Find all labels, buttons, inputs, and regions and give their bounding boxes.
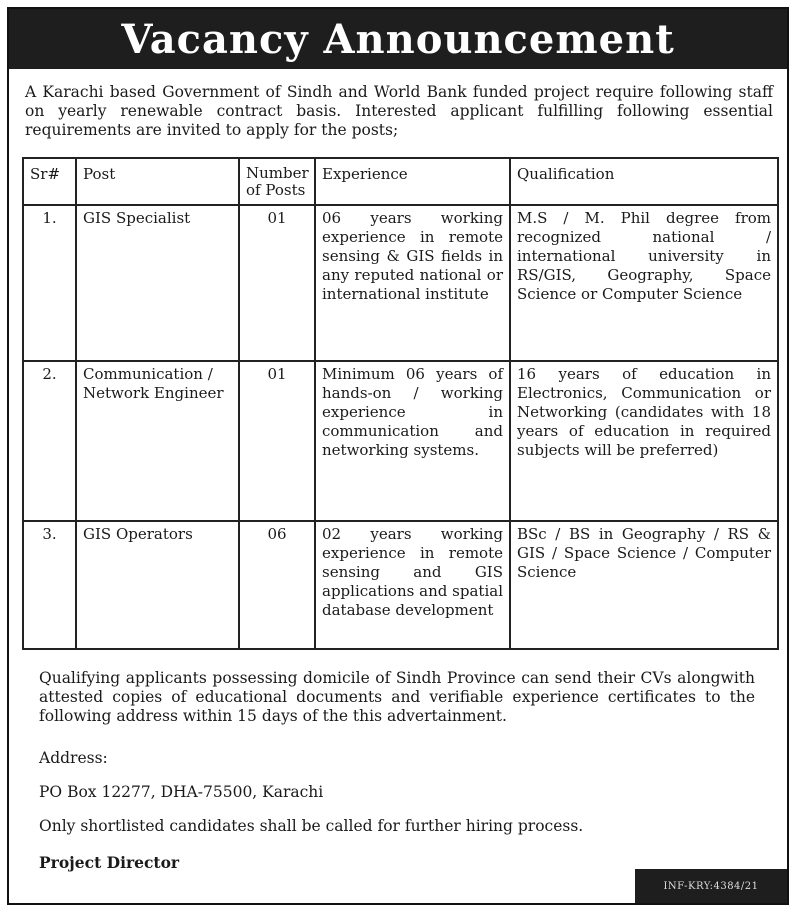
cell-post: GIS Specialist: [76, 205, 239, 361]
table-row: [23, 361, 778, 521]
address-label: Address:: [39, 749, 108, 767]
vacancy-table: [22, 157, 779, 650]
cell-post: GIS Operators: [76, 521, 239, 649]
intro-paragraph: A Karachi based Government of Sindh and World Bank funded project require following staff on yearly renewable contract basis. Interested applicant fulfilling following essential requirements are invited to apply for the posts;: [25, 83, 773, 139]
table-header-row: [23, 158, 778, 205]
cell-number: 06: [239, 521, 315, 649]
cell-experience: Minimum 06 years of hands-on / working experience in communication and networking systems.: [315, 361, 510, 521]
cell-sr: 1.: [23, 205, 76, 361]
cell-sr: 2.: [23, 361, 76, 521]
cell-qualification: 16 years of education in Electronics, Communication or Networking (candidates with 18 years of education in required subjects will be preferred): [510, 361, 778, 521]
page-title: Vacancy Announcement: [9, 9, 787, 69]
header-experience: Experience: [315, 158, 510, 205]
cell-sr: 3.: [23, 521, 76, 649]
cell-post: Communication / Network Engineer: [76, 361, 239, 521]
table-row: [23, 521, 778, 649]
header-post: Post: [76, 158, 239, 205]
signatory-title: Project Director: [39, 853, 180, 872]
cell-qualification: M.S / M. Phil degree from recognized national / international university in RS/GIS, Geography, Space Science or Computer Science: [510, 205, 778, 361]
shortlist-note: Only shortlisted candidates shall be called for further hiring process.: [39, 817, 584, 835]
header-number-of-posts: Number of Posts: [239, 158, 315, 205]
cell-experience: 02 years working experience in remote sensing and GIS applications and spatial database development: [315, 521, 510, 649]
advertisement-frame: [7, 7, 789, 905]
header-sr: Sr#: [23, 158, 76, 205]
cell-number: 01: [239, 205, 315, 361]
reference-code: INF-KRY:4384/21: [635, 869, 787, 903]
cell-experience: 06 years working experience in remote sensing & GIS fields in any reputed national or international institute: [315, 205, 510, 361]
table-row: [23, 205, 778, 361]
application-instructions: Qualifying applicants possessing domicile of Sindh Province can send their CVs alongwith attested copies of educational documents and verifiable experience certificates to the following address within 15 days of the this advertainment.: [39, 669, 755, 725]
cell-number: 01: [239, 361, 315, 521]
cell-qualification: BSc / BS in Geography / RS & GIS / Space Science / Computer Science: [510, 521, 778, 649]
postal-address: PO Box 12277, DHA-75500, Karachi: [39, 783, 324, 801]
header-qualification: Qualification: [510, 158, 778, 205]
